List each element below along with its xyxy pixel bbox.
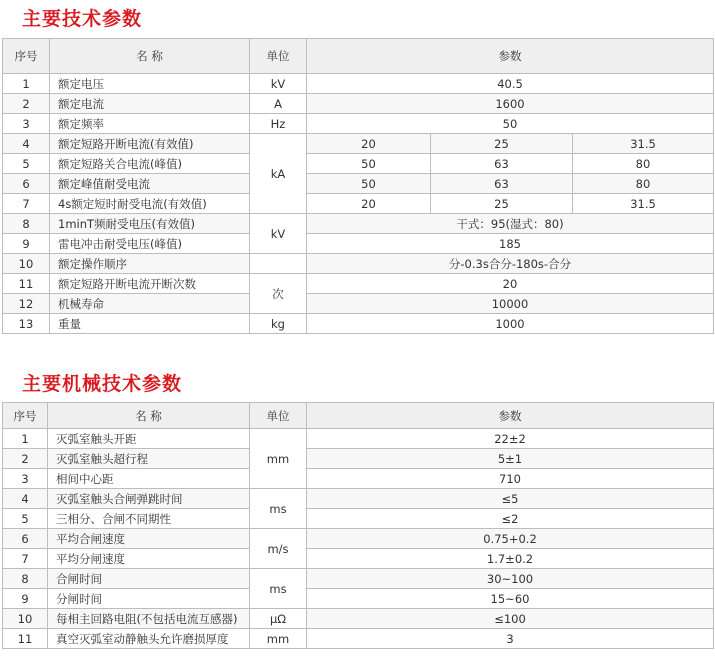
table-row [3, 629, 714, 649]
row-name: 灭弧室触头合闸弹跳时间 [48, 489, 250, 509]
row-value: 25 [431, 134, 573, 154]
table-row [3, 154, 714, 174]
row-name: 平均合闸速度 [48, 529, 250, 549]
row-value: ≤5 [307, 489, 714, 509]
table-header-row [3, 39, 714, 74]
row-value: 50 [307, 174, 431, 194]
row-name: 每相主回路电阻(不包括电流互感器) [48, 609, 250, 629]
row-value: 1600 [307, 94, 714, 114]
row-seq: 11 [3, 629, 48, 649]
row-name: 额定短路开断电流开断次数 [50, 274, 250, 294]
table-row [3, 294, 714, 314]
row-unit: μΩ [250, 609, 307, 629]
header-seq: 序号 [3, 39, 50, 74]
row-name: 1minT频耐受电压(有效值) [50, 214, 250, 234]
row-name: 额定电压 [50, 74, 250, 94]
row-value: 3 [307, 629, 714, 649]
row-seq: 5 [3, 154, 50, 174]
row-value: 63 [431, 174, 573, 194]
table-row [3, 489, 714, 509]
row-name: 灭弧室触头开距 [48, 429, 250, 449]
row-name: 合闸时间 [48, 569, 250, 589]
row-value: 80 [573, 174, 714, 194]
row-value: 50 [307, 114, 714, 134]
row-value: 20 [307, 274, 714, 294]
table-row [3, 254, 714, 274]
row-seq: 11 [3, 274, 50, 294]
table-row [3, 94, 714, 114]
row-seq: 3 [3, 114, 50, 134]
row-value: 15~60 [307, 589, 714, 609]
row-unit: ms [250, 489, 307, 529]
row-value: ≤100 [307, 609, 714, 629]
row-value: 5±1 [307, 449, 714, 469]
row-name: 重量 [50, 314, 250, 334]
row-name: 额定短路开断电流(有效值) [50, 134, 250, 154]
mechanical-params-title: 主要机械技术参数 [22, 373, 183, 395]
table-row [3, 234, 714, 254]
row-seq: 6 [3, 174, 50, 194]
row-value: 1.7±0.2 [307, 549, 714, 569]
row-name: 4s额定短时耐受电流(有效值) [50, 194, 250, 214]
row-unit: m/s [250, 529, 307, 569]
row-seq: 10 [3, 254, 50, 274]
row-value: 80 [573, 154, 714, 174]
row-unit: kV [250, 74, 307, 94]
table-row [3, 174, 714, 194]
table-row [3, 469, 714, 489]
row-unit: kg [250, 314, 307, 334]
row-seq: 2 [3, 449, 48, 469]
row-value: 干式：95(湿式：80) [307, 214, 714, 234]
row-value: 710 [307, 469, 714, 489]
header-unit: 单位 [250, 39, 307, 74]
row-seq: 8 [3, 569, 48, 589]
header-seq: 序号 [3, 403, 48, 429]
table-row [3, 194, 714, 214]
row-seq: 1 [3, 74, 50, 94]
header-param: 参数 [307, 403, 714, 429]
header-param: 参数 [307, 39, 714, 74]
row-seq: 6 [3, 529, 48, 549]
header-name: 名 称 [50, 39, 250, 74]
table-row [3, 589, 714, 609]
row-seq: 13 [3, 314, 50, 334]
row-name: 雷电冲击耐受电压(峰值) [50, 234, 250, 254]
row-unit: kV [250, 214, 307, 254]
row-seq: 12 [3, 294, 50, 314]
row-unit: Hz [250, 114, 307, 134]
row-seq: 10 [3, 609, 48, 629]
row-value: 0.75+0.2 [307, 529, 714, 549]
table-row [3, 569, 714, 589]
table-row [3, 509, 714, 529]
row-value: 30~100 [307, 569, 714, 589]
row-name: 相间中心距 [48, 469, 250, 489]
row-unit: mm [250, 429, 307, 489]
row-seq: 2 [3, 94, 50, 114]
row-value: 31.5 [573, 134, 714, 154]
row-value: 40.5 [307, 74, 714, 94]
row-name: 灭弧室触头超行程 [48, 449, 250, 469]
row-unit: 次 [250, 274, 307, 314]
row-value: 63 [431, 154, 573, 174]
row-name: 额定短路关合电流(峰值) [50, 154, 250, 174]
row-name: 额定峰值耐受电流 [50, 174, 250, 194]
row-value: 1000 [307, 314, 714, 334]
row-value: 分-0.3s合分-180s-合分 [307, 254, 714, 274]
row-unit: kA [250, 134, 307, 214]
table-row [3, 449, 714, 469]
table-row [3, 134, 714, 154]
row-value: 20 [307, 194, 431, 214]
table-header-row [3, 403, 714, 429]
table-row [3, 314, 714, 334]
row-name: 真空灭弧室动静触头允许磨损厚度 [48, 629, 250, 649]
row-name: 平均分闸速度 [48, 549, 250, 569]
row-value: ≤2 [307, 509, 714, 529]
row-value: 22±2 [307, 429, 714, 449]
row-value: 185 [307, 234, 714, 254]
row-name: 额定频率 [50, 114, 250, 134]
table-row [3, 214, 714, 234]
row-unit: mm [250, 629, 307, 649]
row-seq: 9 [3, 234, 50, 254]
row-seq: 4 [3, 489, 48, 509]
header-name: 名 称 [48, 403, 250, 429]
row-value: 20 [307, 134, 431, 154]
row-unit: ms [250, 569, 307, 609]
row-value: 50 [307, 154, 431, 174]
electrical-params-table [2, 38, 714, 334]
row-name: 机械寿命 [50, 294, 250, 314]
row-seq: 7 [3, 194, 50, 214]
row-name: 三相分、合闸不同期性 [48, 509, 250, 529]
table-row [3, 74, 714, 94]
mechanical-params-table [2, 402, 714, 649]
row-value: 31.5 [573, 194, 714, 214]
row-seq: 4 [3, 134, 50, 154]
row-unit [250, 254, 307, 274]
table-row [3, 529, 714, 549]
row-name: 额定操作顺序 [50, 254, 250, 274]
row-seq: 3 [3, 469, 48, 489]
row-seq: 7 [3, 549, 48, 569]
row-seq: 9 [3, 589, 48, 609]
header-unit: 单位 [250, 403, 307, 429]
row-seq: 1 [3, 429, 48, 449]
row-name: 额定电流 [50, 94, 250, 114]
table-row [3, 274, 714, 294]
row-value: 10000 [307, 294, 714, 314]
electrical-params-title: 主要技术参数 [22, 8, 143, 30]
table-row [3, 114, 714, 134]
table-row [3, 429, 714, 449]
row-name: 分闸时间 [48, 589, 250, 609]
row-value: 25 [431, 194, 573, 214]
row-seq: 5 [3, 509, 48, 529]
row-unit: A [250, 94, 307, 114]
table-row [3, 549, 714, 569]
row-seq: 8 [3, 214, 50, 234]
table-row [3, 609, 714, 629]
